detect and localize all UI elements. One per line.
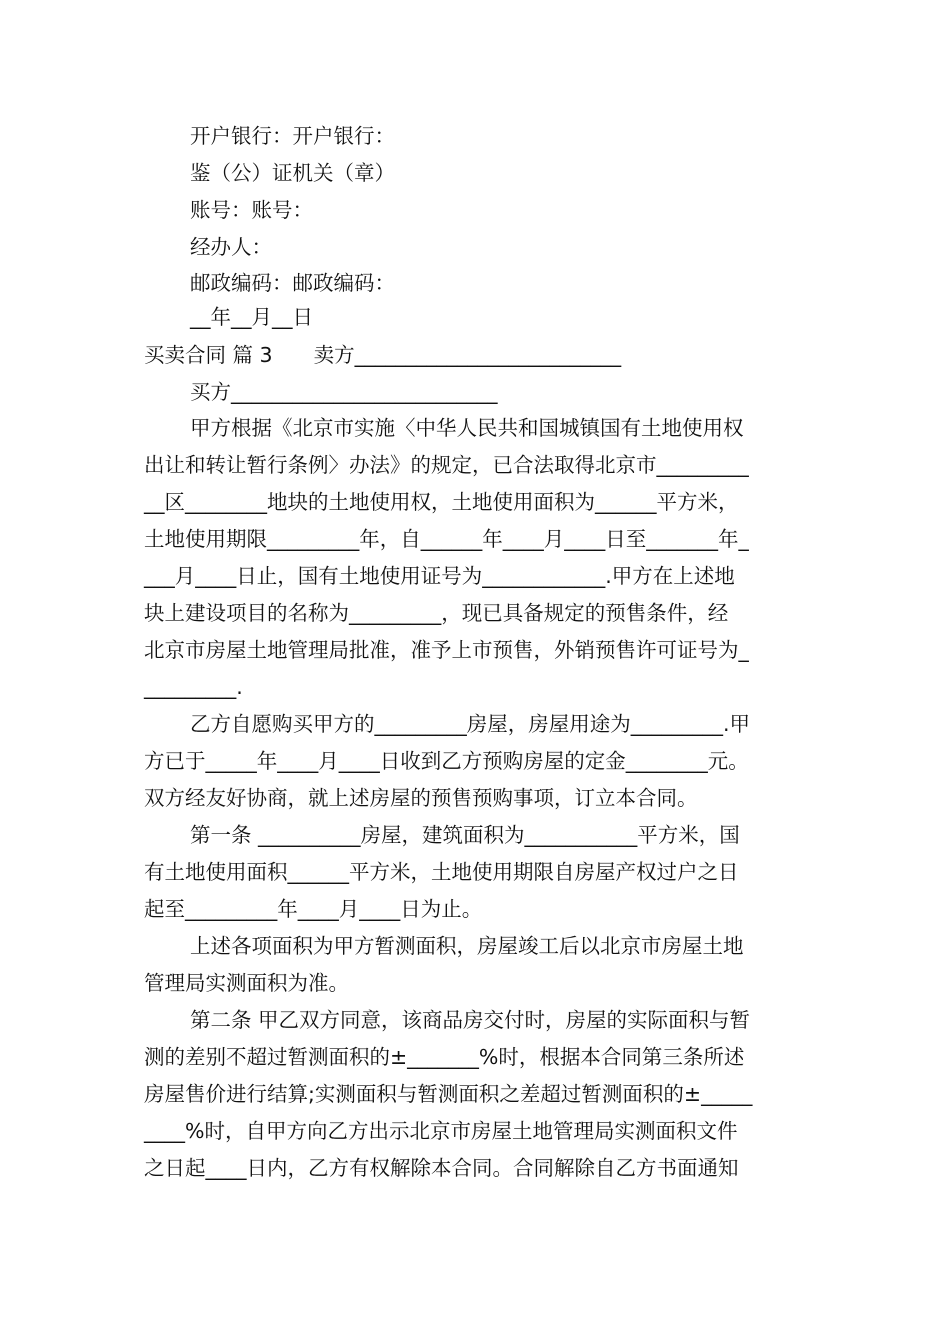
body-line: 双方经友好协商，就上述房屋的预售预购事项，订立本合同。 [144,786,698,810]
body-line: 甲方根据《北京市实施〈中华人民共和国城镇国有土地使用权 [190,416,744,440]
body-line: 第一条 __________房屋，建筑面积为___________平方米，国 [190,823,740,847]
postcode-line: 邮政编码：邮政编码： [190,271,395,295]
body-line: 房屋售价进行结算;实测面积与暂测面积之差超过暂测面积的±_____ [144,1082,753,1106]
section-heading: 买卖合同 篇 3 卖方__________________________ [144,343,622,367]
body-line: 乙方自愿购买甲方的_________房屋，房屋用途为_________.甲 [190,712,751,736]
body-line: 块上建设项目的名称为_________，现已具备规定的预售条件，经 [144,601,729,625]
body-line: 测的差别不超过暂测面积的±_______%时，根据本合同第三条所述 [144,1045,745,1069]
date-line: __年__月__日 [190,305,313,329]
body-line: _________. [144,675,243,699]
body-line: __区________地块的土地使用权，土地使用面积为______平方米， [144,490,739,514]
body-line: 有土地使用面积______平方米，土地使用期限自房屋产权过户之日 [144,860,739,884]
body-line: 之日起____日内，乙方有权解除本合同。合同解除自乙方书面通知 [144,1156,739,1180]
body-line: ___月____日止，国有土地使用证号为____________.甲方在上述地 [144,564,735,588]
body-line: 起至_________年____月____日为止。 [144,897,483,921]
handler-line: 经办人： [190,235,272,259]
body-line: 管理局实测面积为准。 [144,971,349,995]
buyer-line: 买方__________________________ [190,380,498,404]
account-line: 账号：账号： [190,198,313,222]
body-line: 第二条 甲乙双方同意，该商品房交付时，房屋的实际面积与暂 [190,1008,751,1032]
body-line: 北京市房屋土地管理局批准，准予上市预售，外销预售许可证号为_ [144,638,749,662]
notary-line: 鉴（公）证机关（章） [190,161,395,185]
body-line: 方已于_____年____月____日收到乙方预购房屋的定金________元。 [144,749,749,773]
body-line: 土地使用期限_________年，自______年____月____日至_______年_ [144,527,749,551]
body-line: 上述各项面积为甲方暂测面积，房屋竣工后以北京市房屋土地 [190,934,744,958]
body-line: 出让和转让暂行条例〉办法》的规定，已合法取得北京市_________ [144,453,749,477]
bank-line: 开户银行：开户银行： [190,124,395,148]
body-line: ____%时，自甲方向乙方出示北京市房屋土地管理局实测面积文件 [144,1119,738,1143]
